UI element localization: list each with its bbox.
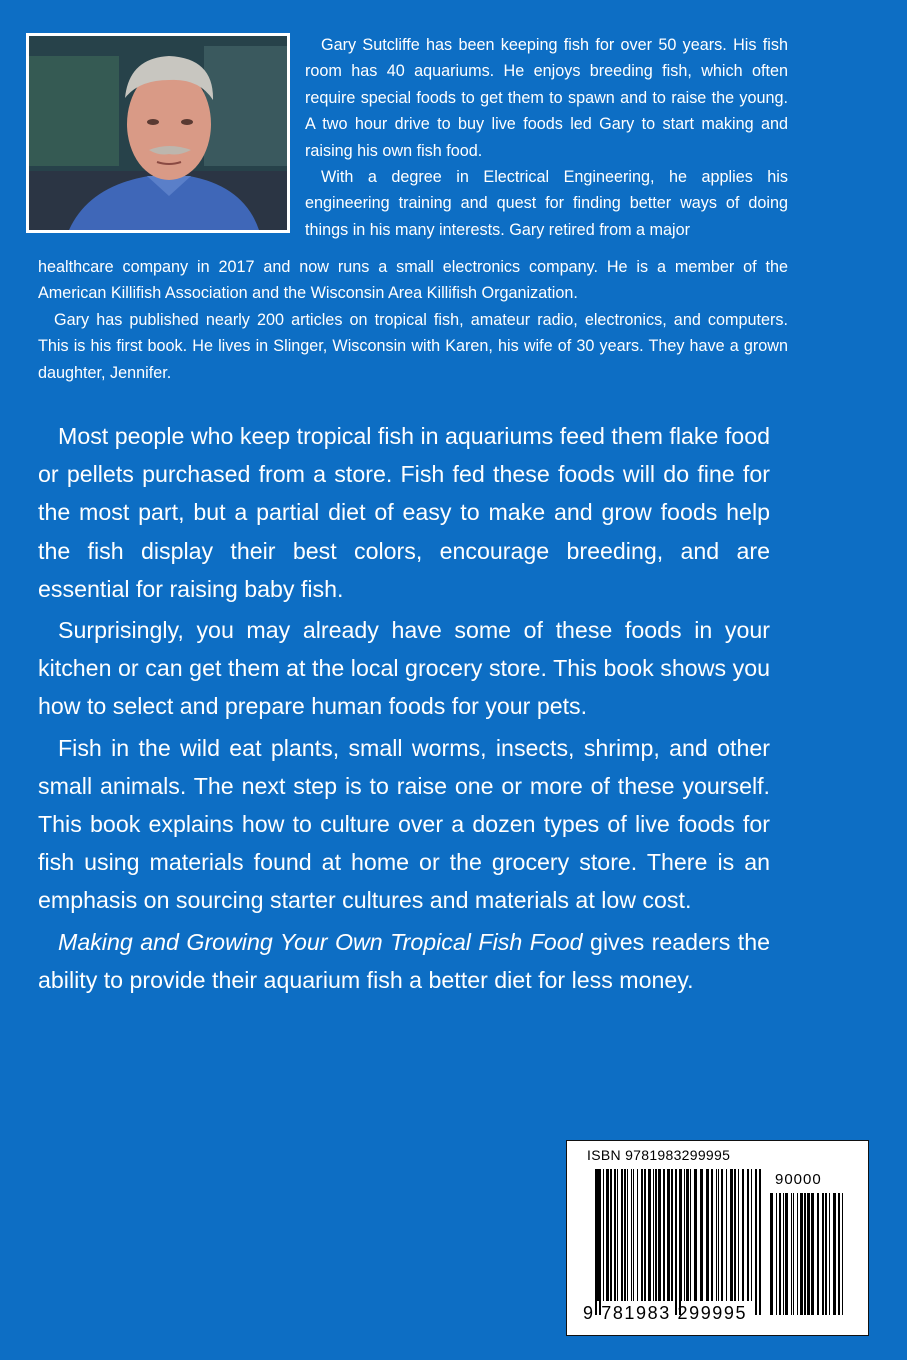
barcode-bar: [721, 1169, 723, 1301]
barcode-bar: [614, 1169, 616, 1301]
barcode-bar: [606, 1169, 609, 1301]
barcode-bar: [667, 1169, 670, 1301]
author-portrait-illustration: [29, 36, 287, 230]
barcode-bar: [791, 1193, 792, 1315]
barcode-guard-bar: [755, 1169, 757, 1315]
barcode-bar: [726, 1169, 727, 1301]
price-code: 90000: [775, 1171, 822, 1188]
description-paragraph: Surprisingly, you may already have some of these foods in your kitchen or can get them at the local grocery store. This book shows you how to select and prepare human foods for your pets.: [38, 617, 770, 720]
barcode-bar: [770, 1193, 773, 1315]
book-title: Making and Growing Your Own Tropical Fish Food: [58, 928, 583, 955]
author-bio-top: [305, 32, 788, 243]
barcode-bar: [751, 1169, 752, 1301]
barcode-bar: [807, 1193, 810, 1315]
barcode-bar: [804, 1193, 806, 1315]
barcode-bar: [711, 1169, 713, 1301]
barcode-bar: [776, 1193, 777, 1315]
bio-paragraph: Gary Sutcliffe has been keeping fish for over 50 years. His fish room has 40 aquariums. He enjoys breeding fish, which often require special foods to get them to spawn and to raise the young. A two hour drive to buy live foods led Gary to start making and raising his own fish food.: [305, 36, 788, 160]
barcode-guard-bar: [675, 1169, 677, 1315]
barcode-bar: [783, 1193, 784, 1315]
barcode-bar: [718, 1169, 719, 1301]
isbn-barcode: [566, 1140, 869, 1336]
barcode-bar: [716, 1169, 717, 1301]
barcode-bar: [742, 1169, 744, 1301]
barcode-bar: [800, 1193, 803, 1315]
barcode-bar: [694, 1169, 697, 1301]
isbn-label: ISBN 9781983299995: [587, 1147, 731, 1163]
barcode-bar: [648, 1169, 651, 1301]
barcode-bar: [797, 1193, 798, 1315]
bio-paragraph: Gary has published nearly 200 articles on tropical fish, amateur radio, electronics, and computers. This is his first book. He lives in Slinger, Wisconsin with Karen, his wife of 30 years. They have a grown daughter, Jennifer.: [38, 310, 788, 382]
barcode-bar: [633, 1169, 634, 1301]
barcode-bar: [690, 1169, 691, 1301]
author-bio-bottom: [38, 254, 788, 386]
bio-paragraph: With a degree in Electrical Engineering, he applies his engineering training and quest for finding better ways of doing things in his many interests. Gary retired from a major: [305, 168, 788, 239]
barcode-bar: [624, 1169, 626, 1301]
barcode-bar: [627, 1169, 628, 1301]
barcode-bar: [658, 1169, 661, 1301]
barcode-guard-bar: [599, 1169, 601, 1315]
barcode-bar: [779, 1193, 781, 1315]
book-description: [38, 417, 770, 1002]
barcode-bar: [684, 1169, 685, 1301]
barcode-bar: [686, 1169, 689, 1301]
barcode-bar: [700, 1169, 703, 1301]
barcode-bar: [825, 1193, 827, 1315]
barcode-guard-bar: [595, 1169, 597, 1315]
barcode-bar: [793, 1193, 794, 1315]
author-photo: [26, 33, 290, 233]
description-paragraph: [38, 923, 770, 999]
barcode-bar: [822, 1193, 824, 1315]
barcode-bar: [738, 1169, 739, 1301]
barcode-bar: [811, 1193, 814, 1315]
barcode-bar: [747, 1169, 749, 1301]
barcode-bar: [637, 1169, 638, 1301]
barcode-bar: [833, 1193, 836, 1315]
description-paragraph: Most people who keep tropical fish in aquariums feed them flake food or pellets purchased from a store. Fish fed these foods will do fine for the most part, but a partial diet of easy to make and grow foods help the fish display their best colors, encourage breeding, and are essential for raising baby fish.: [38, 423, 770, 602]
barcode-bar: [617, 1169, 618, 1301]
barcode-bar: [829, 1193, 830, 1315]
barcode-bar: [730, 1169, 733, 1301]
barcode-guard-bar: [759, 1169, 761, 1315]
barcode-bar: [734, 1169, 736, 1301]
barcode-bar: [641, 1169, 643, 1301]
barcode-guard-bar: [679, 1169, 681, 1315]
barcode-bar: [817, 1193, 819, 1315]
isbn-digits: 9 781983 299995: [583, 1303, 748, 1323]
barcode-bar: [838, 1193, 840, 1315]
barcode-bar: [842, 1193, 843, 1315]
barcode-bar: [610, 1169, 612, 1301]
description-paragraph: Fish in the wild eat plants, small worms, insects, shrimp, and other small animals. The next step is to raise one or more of these yourself. This book explains how to culture over a dozen types of live foods for fish using materials found at home or the grocery store. There is an emphasis on sourcing starter cultures and materials at low cost.: [38, 734, 770, 914]
barcode-bar: [671, 1169, 673, 1301]
barcode-bar: [655, 1169, 657, 1301]
barcode-bar: [653, 1169, 654, 1301]
description-text: gives readers the ability to provide their aquarium fish a better diet for less money.: [38, 928, 771, 993]
barcode-bar: [706, 1169, 709, 1301]
barcode-bar: [603, 1169, 604, 1301]
bio-paragraph: healthcare company in 2017 and now runs a small electronics company. He is a member of the American Killifish Association and the Wisconsin Area Killifish Organization.: [38, 258, 788, 303]
barcode-bar: [621, 1169, 623, 1301]
barcode-bar: [644, 1169, 646, 1301]
barcode-bar: [631, 1169, 632, 1301]
barcode-bar: [785, 1193, 788, 1315]
barcode-bar: [663, 1169, 665, 1301]
